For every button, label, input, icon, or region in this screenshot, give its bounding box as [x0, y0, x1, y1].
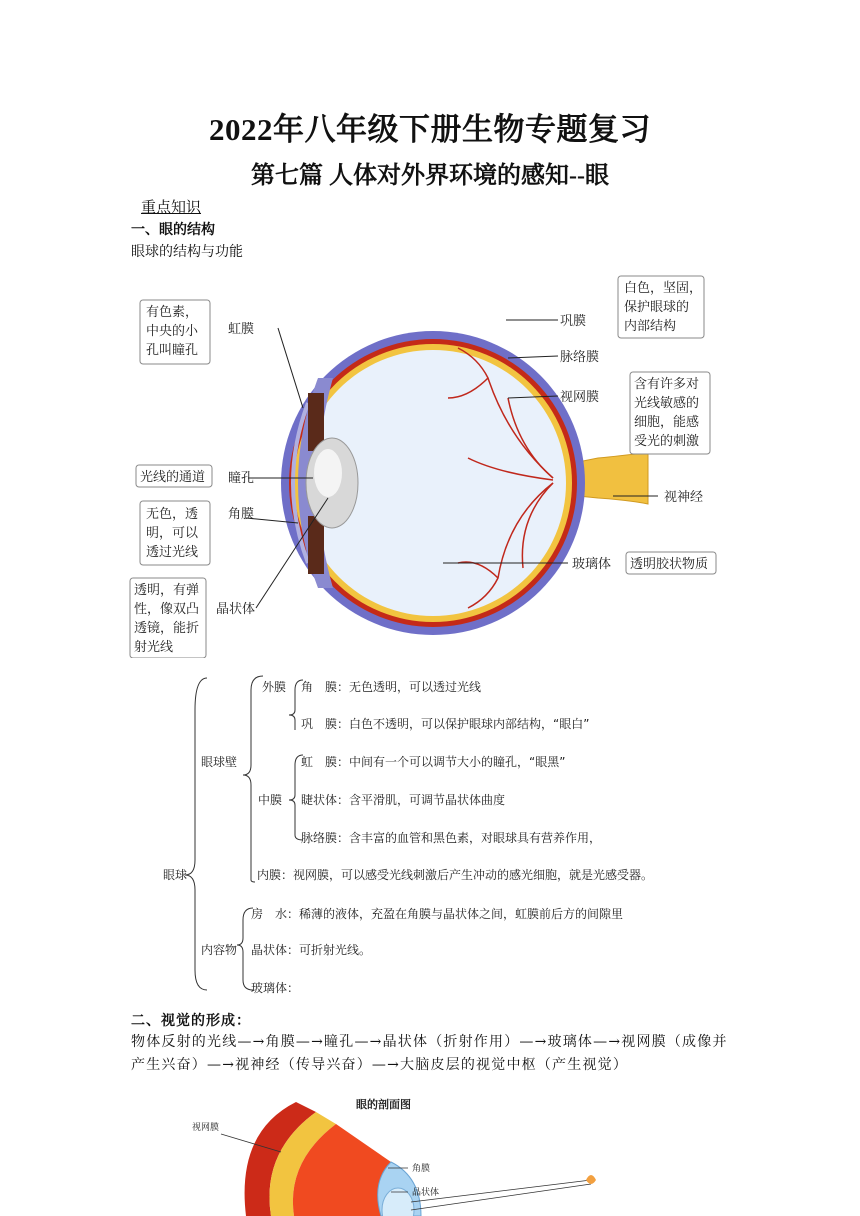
section2-heading: 二、视觉的形成：: [131, 1013, 251, 1029]
page-subtitle: 第七篇 人体对外界环境的感知--眼: [251, 163, 609, 189]
tree-outer: 外膜: [262, 680, 287, 694]
iris-label: 虹膜: [228, 322, 255, 337]
cornea-note-line3: 透过光线: [146, 545, 199, 560]
retina-note-line3: 细胞，能感: [634, 415, 700, 430]
lens-note-line4: 射光线: [134, 640, 174, 655]
retina-note-line4: 受光的刺激: [634, 434, 700, 449]
eye-structure-tree: [155, 670, 715, 1000]
section1-heading: 一、眼的结构: [131, 222, 215, 238]
key-points-label: 重点知识: [141, 198, 202, 216]
sclera-note-line1: 白色，坚固，: [624, 281, 703, 296]
section1-subheading: 眼球的结构与功能: [131, 244, 243, 260]
lens-note-line1: 透明，有弹: [134, 583, 200, 598]
retina-note-line1: 含有许多对: [634, 377, 700, 392]
page-title: 2022年八年级下册生物专题复习: [209, 112, 651, 147]
pupil-note: 光线的通道: [140, 470, 206, 485]
lens-label: 晶状体: [216, 602, 256, 617]
eye-cross-section-diagram: [176, 1092, 596, 1216]
cross-section-retina-label: 视网膜: [192, 1123, 220, 1133]
cross-section-cornea-label: 角膜: [412, 1164, 431, 1174]
tree-vitreous: 玻璃体：: [251, 981, 300, 995]
cross-section-lens-label: 晶状体: [412, 1188, 440, 1198]
lens-note-line3: 透镜，能折: [134, 621, 200, 636]
cross-section-title: 眼的剖面图: [356, 1098, 411, 1111]
tree-choroid: 脉络膜：含丰富的血管和黑色素，对眼球具有营养作用，: [301, 831, 602, 845]
eye-structure-diagram: [128, 268, 728, 658]
iris-note-line1: 有色素，: [146, 305, 199, 320]
cornea-note-line1: 无色，透: [146, 507, 199, 522]
choroid-label: 脉络膜: [560, 350, 600, 365]
retina-note-line2: 光线敏感的: [634, 396, 700, 411]
tree-middle: 中膜: [258, 793, 283, 807]
tree-aqueous: 房 水：稀薄的液体，充盈在角膜与晶状体之间，虹膜前后方的间隙里: [251, 907, 624, 921]
tree-root: 眼球: [163, 868, 188, 882]
vision-formation-text: 物体反射的光线—→角膜—→瞳孔—→晶状体（折射作用）—→玻璃体—→视网膜（成像并产生兴奋）—→视神经（传导兴奋）—→大脑皮层的视觉中枢（产生视觉）: [131, 1034, 728, 1073]
tree-iris: 虹 膜：中间有一个可以调节大小的瞳孔，“眼黑”: [301, 755, 566, 769]
sclera-note-line3: 内部结构: [624, 319, 677, 334]
retina-label: 视网膜: [560, 390, 600, 405]
vitreous-label: 玻璃体: [572, 557, 612, 572]
tree-ciliary: 睫状体：含平滑肌，可调节晶状体曲度: [301, 793, 506, 807]
tree-inner: 内膜：视网膜，可以感受光线刺激后产生冲动的感光细胞，就是光感受器。: [257, 868, 654, 882]
cornea-note-line2: 明，可以: [146, 526, 199, 541]
sclera-label: 巩膜: [560, 314, 587, 329]
pupil-label: 瞳孔: [228, 471, 255, 486]
lens-note-line2: 性，像双凸: [134, 602, 200, 617]
tree-contents: 内容物: [201, 943, 238, 957]
tree-lens: 晶状体：可折射光线。: [251, 943, 372, 957]
tree-wall: 眼球壁: [201, 755, 238, 769]
tree-cornea: 角 膜：无色透明，可以透过光线: [301, 680, 482, 694]
cornea-label: 角膜: [228, 507, 255, 522]
tree-sclera: 巩 膜：白色不透明，可以保护眼球内部结构，“眼白”: [301, 717, 590, 731]
iris-note-line3: 孔叫瞳孔: [146, 343, 199, 358]
iris-note-line2: 中央的小: [146, 324, 199, 339]
optic-nerve-label: 视神经: [664, 490, 704, 505]
sclera-note-line2: 保护眼球的: [624, 300, 690, 315]
vitreous-note: 透明胶状物质: [630, 557, 709, 572]
